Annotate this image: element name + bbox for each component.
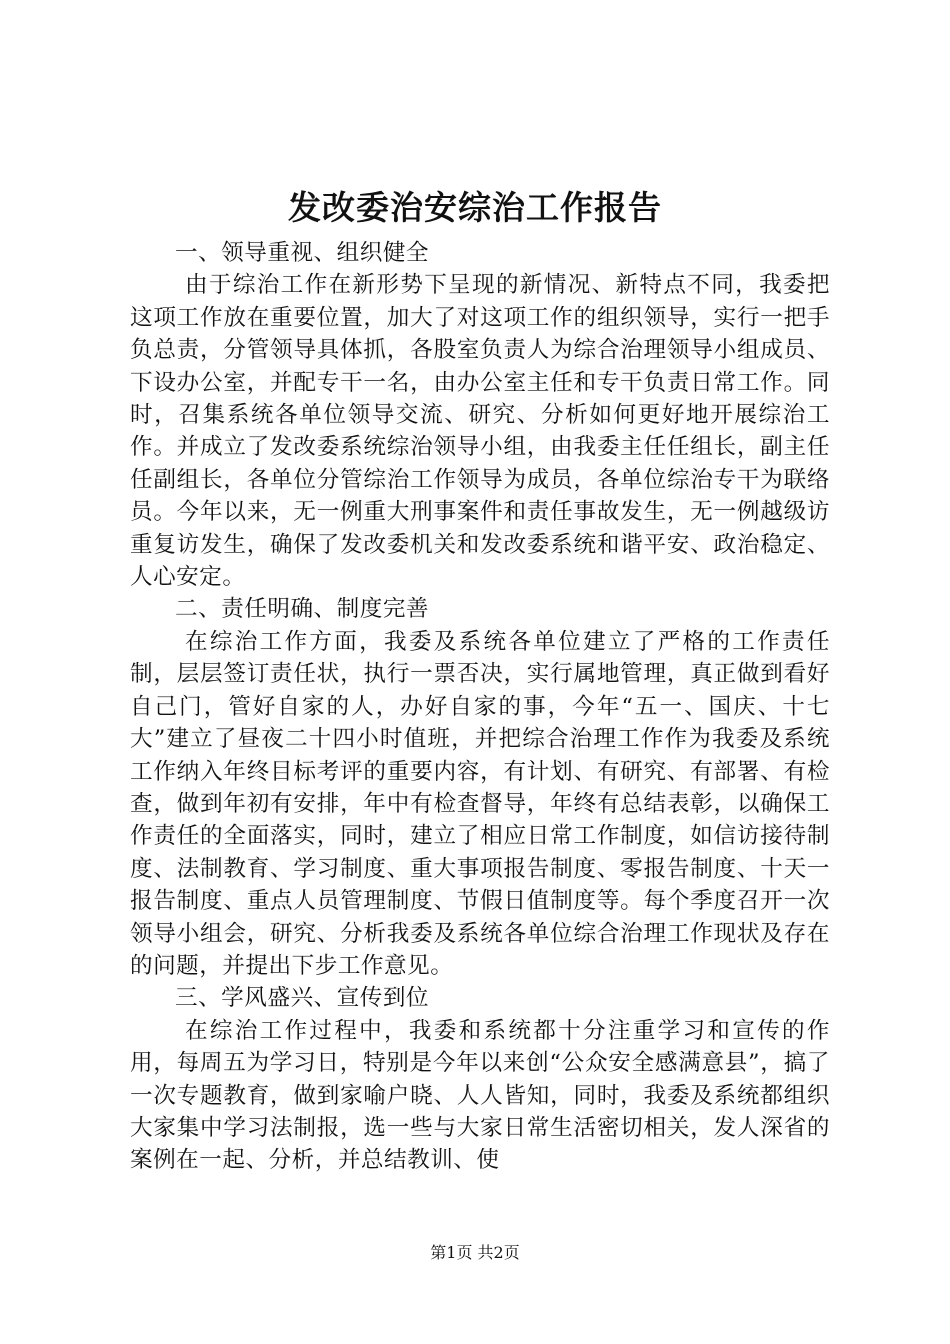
page-title: 发改委治安综治工作报告 (288, 188, 662, 227)
section-paragraph-3: 在综治工作过程中，我委和系统都十分注重学习和宣传的作用，每周五为学习日，特别是今年以来创“公众安全感满意县”，搞了一次专题教育，做到家喻户晓、人人皆知，同时，我委及系统都组织大家集中学习法制报，选一些与大家日常生活密切相关，发人深省的案例在一起、分析，并总结教训、使 (130, 1017, 830, 1174)
section-heading-2: 二、责任明确、制度完善 (175, 596, 430, 623)
section-heading-3: 三、学风盛兴、宣传到位 (175, 985, 430, 1012)
document-body (130, 237, 830, 1177)
section-paragraph-2: 在综治工作方面，我委及系统各单位建立了严格的工作责任制，层层签订责任状，执行一票否决，实行属地管理，真正做到看好自己门，管好自家的人，办好自家的事，今年“五一、国庆、十七大”建立了昼夜二十四小时值班，并把综合治理工作作为我委及系统工作纳入年终目标考评的重要内容，有计划、有研究、有部署、有检查，做到年初有安排，年中有检查督导，年终有总结表彰，以确保工作责任的全面落实，同时，建立了相应日常工作制度，如信访接待制度、法制教育、学习制度、重大事项报告制度、零报告制度、十天一报告制度、重点人员管理制度、节假日值制度等。每个季度召开一次领导小组会，研究、分析我委及系统各单位综合治理工作现状及存在的问题，并提出下步工作意见。 (130, 628, 830, 979)
section-paragraph-1: 由于综治工作在新形势下呈现的新情况、新特点不同，我委把这项工作放在重要位置，加大了对这项工作的组织领导，实行一把手负总责，分管领导具体抓，各股室负责人为综合治理领导小组成员、下设办公室，并配专干一名，由办公室主任和专干负责日常工作。同时，召集系统各单位领导交流、研究、分析如何更好地开展综治工作。并成立了发改委系统综治领导小组，由我委主任任组长，副主任任副组长，各单位分管综治工作领导为成员，各单位综治专干为联络员。今年以来，无一例重大刑事案件和责任事故发生，无一例越级访重复访发生，确保了发改委机关和发改委系统和谐平安、政治稳定、人心安定。 (130, 272, 830, 591)
page-footer: 第1页 共2页 (430, 1243, 520, 1262)
section-heading-1: 一、领导重视、组织健全 (175, 240, 430, 266)
